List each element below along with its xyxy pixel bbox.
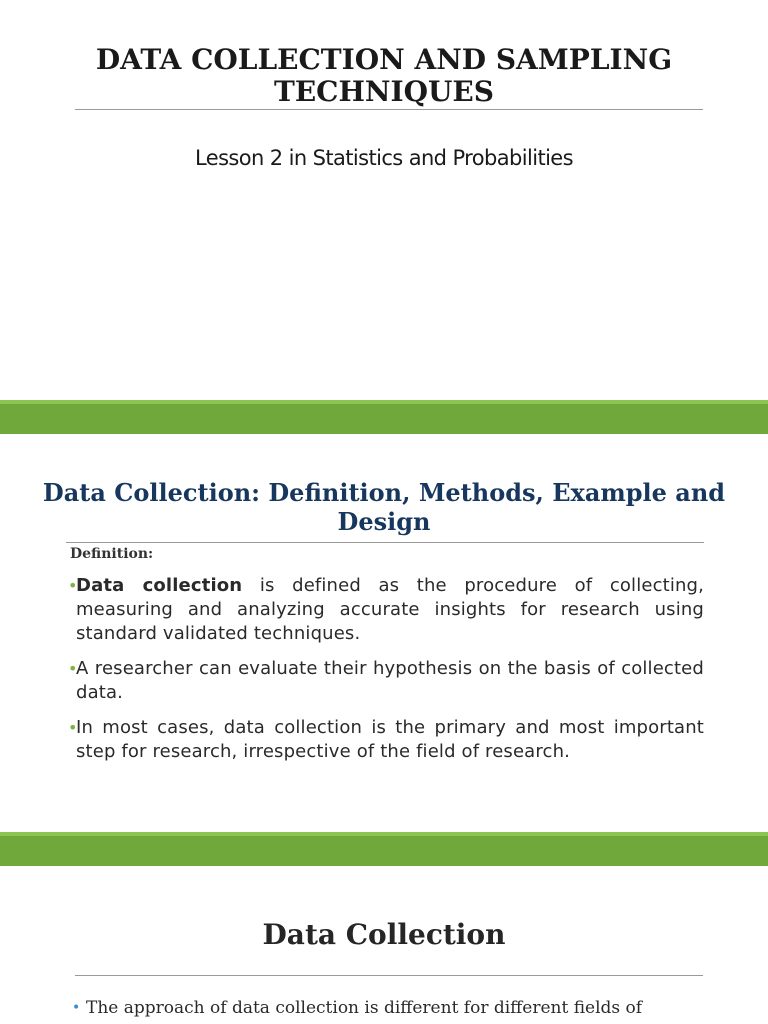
bullet-marker: • <box>68 659 78 678</box>
slide-heading: Data Collection: Definition, Methods, Example and Design <box>42 478 726 536</box>
title-divider <box>75 109 703 110</box>
definition-label: Definition: <box>70 546 154 562</box>
list-item <box>70 716 704 764</box>
slide-subtitle: Lesson 2 in Statistics and Probabilities <box>195 146 573 170</box>
slide-separator-band <box>0 400 768 434</box>
list-item <box>70 574 704 646</box>
slide-title-heading: DATA COLLECTION AND SAMPLING TECHNIQUES <box>95 43 673 108</box>
bullet-text: A researcher can evaluate their hypothesis on the basis of collected data. <box>76 658 704 703</box>
bullet-marker: • <box>68 576 78 595</box>
slide-heading: Data Collection <box>262 918 506 951</box>
heading-divider <box>75 975 703 976</box>
list-item <box>70 996 720 1020</box>
heading-divider <box>66 542 704 543</box>
list-item <box>70 657 704 705</box>
slide-data-collection <box>0 866 768 1024</box>
bullet-marker: • <box>68 718 78 737</box>
bullet-text: The approach of data collection is different for different fields of <box>86 998 643 1018</box>
slide-separator-band <box>0 832 768 866</box>
bullet-text: is defined as the procedure of collecting, measuring and analyzing accurate insights for research using standard validated techniques. <box>76 575 704 644</box>
bullet-marker: • <box>72 1000 81 1016</box>
bold-term: Data collection <box>76 575 243 596</box>
slide-title <box>0 0 768 400</box>
slide-definition <box>0 434 768 832</box>
bullet-list <box>70 574 704 775</box>
bullet-text: In most cases, data collection is the primary and most important step for research, irrespective of the field of research. <box>76 717 704 762</box>
